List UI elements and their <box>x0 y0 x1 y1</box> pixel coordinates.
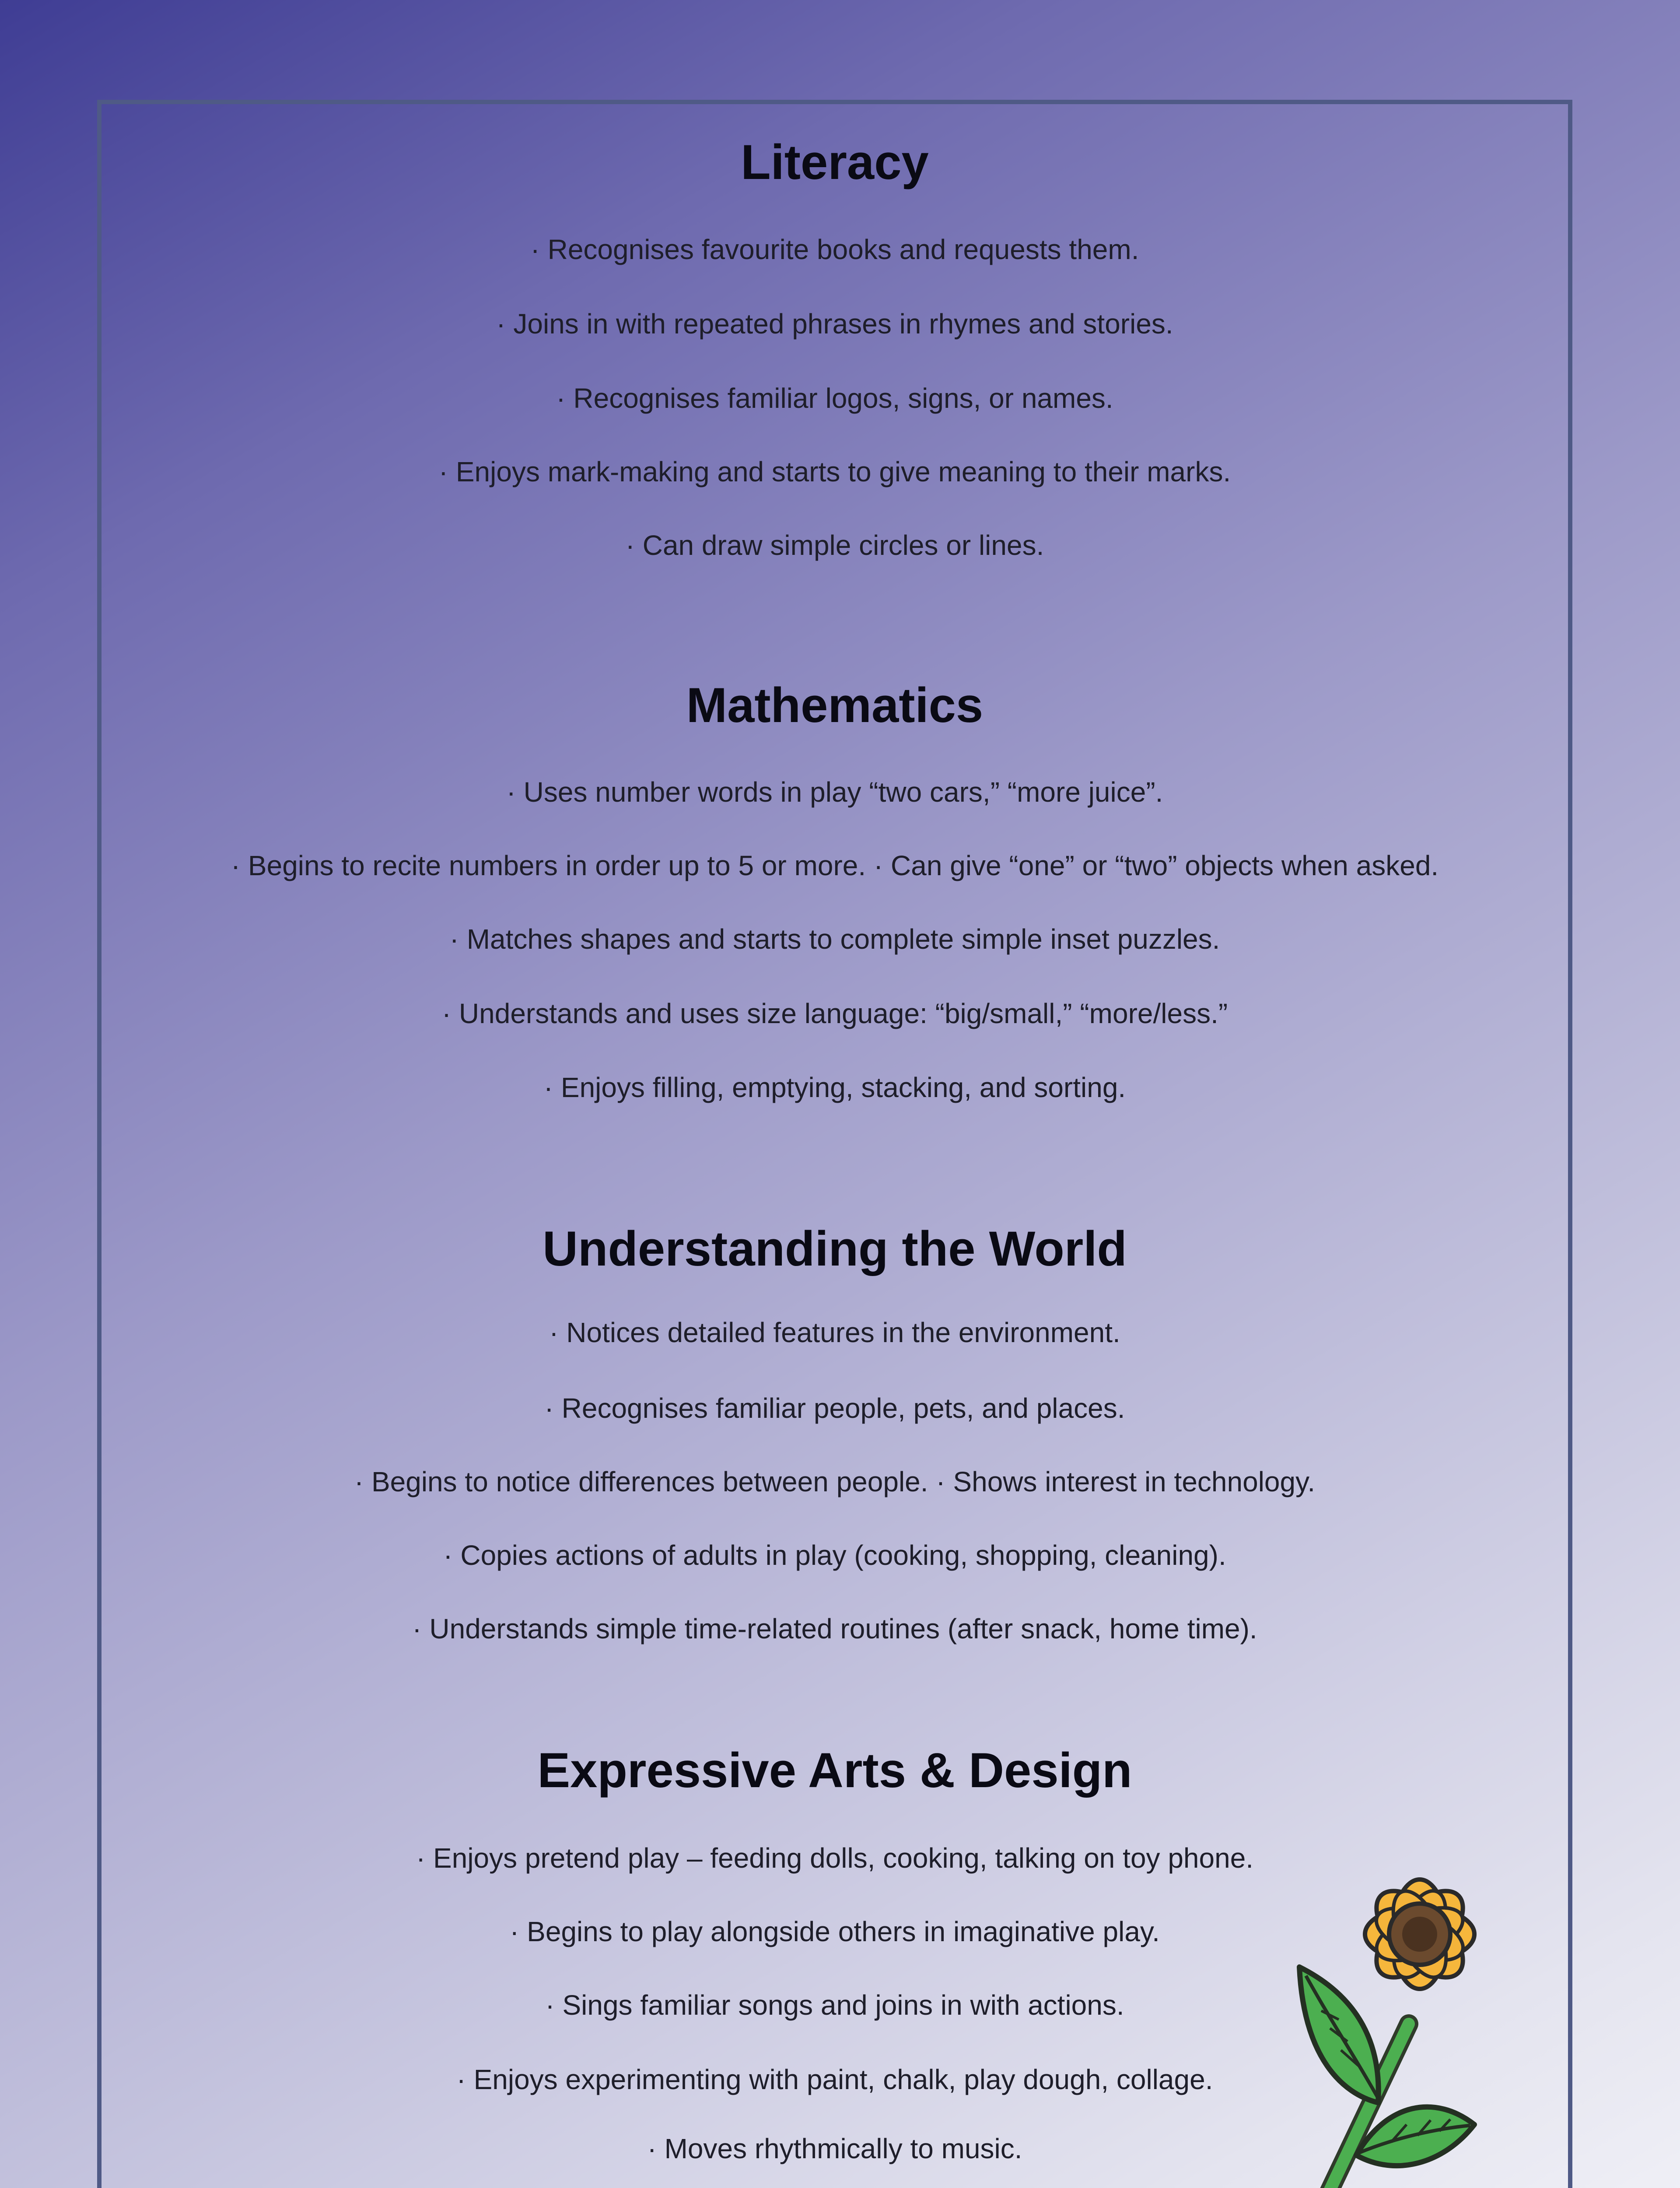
sunflower-icon <box>1291 1823 1518 2188</box>
list-item: · Begins to notice differences between people. · Shows interest in technology. <box>354 1466 1316 1497</box>
section-title-understanding-the-world: Understanding the World <box>542 1221 1127 1276</box>
list-item: · Recognises familiar logos, signs, or names. <box>556 382 1113 414</box>
list-item: · Sings familiar songs and joins in with actions. <box>545 1989 1124 2021</box>
list-item: · Recognises favourite books and requests them. <box>530 234 1139 265</box>
list-item: · Enjoys experimenting with paint, chalk, play dough, collage. <box>456 2064 1213 2095</box>
list-item: · Begins to recite numbers in order up to 5 or more. · Can give “one” or “two” objects when asked. <box>231 850 1439 881</box>
section-title-expressive-arts-design: Expressive Arts & Design <box>537 1743 1132 1798</box>
list-item: · Enjoys mark-making and starts to give meaning to their marks. <box>438 456 1231 487</box>
list-item: · Notices detailed features in the environment. <box>549 1317 1120 1348</box>
list-item: · Copies actions of adults in play (cooking, shopping, cleaning). <box>443 1539 1226 1571</box>
list-item: · Understands and uses size language: “big/small,” “more/less.” <box>441 998 1228 1029</box>
list-item: · Uses number words in play “two cars,” “more juice”. <box>506 776 1163 808</box>
list-item: · Can draw simple circles or lines. <box>625 529 1044 561</box>
list-item: · Recognises familiar people, pets, and places. <box>544 1392 1125 1424</box>
section-title-literacy: Literacy <box>741 135 929 189</box>
list-item: · Enjoys filling, emptying, stacking, and sorting. <box>543 1072 1126 1103</box>
list-item: · Enjoys pretend play – feeding dolls, cooking, talking on toy phone. <box>416 1842 1254 1874</box>
list-item: · Begins to play alongside others in imaginative play. <box>510 1916 1160 1947</box>
list-item: · Matches shapes and starts to complete simple inset puzzles. <box>449 923 1220 955</box>
list-item: · Moves rhythmically to music. <box>647 2133 1022 2164</box>
section-title-mathematics: Mathematics <box>686 678 984 733</box>
list-item: · Joins in with repeated phrases in rhymes and stories. <box>496 308 1173 340</box>
list-item: · Understands simple time-related routines (after snack, home time). <box>412 1613 1257 1645</box>
